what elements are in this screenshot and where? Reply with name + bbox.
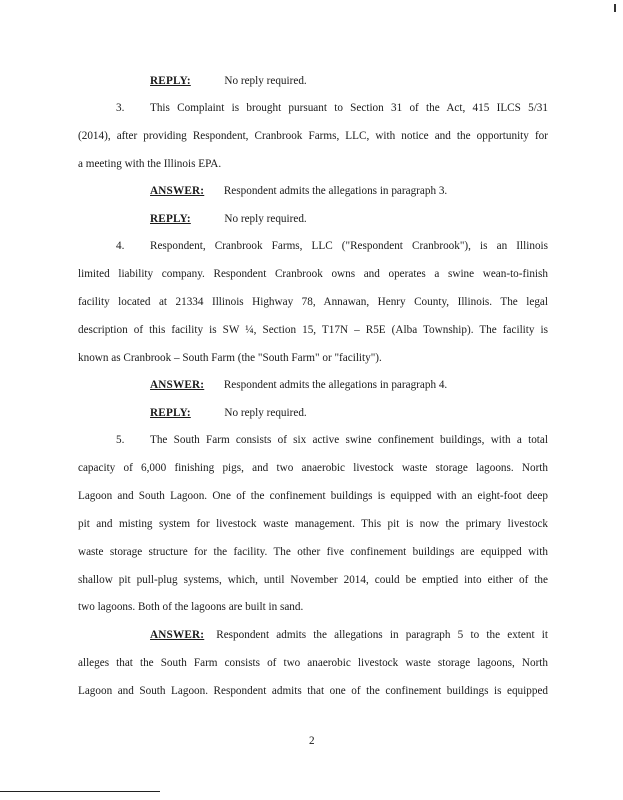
reply-label: REPLY: — [150, 407, 191, 419]
paragraph-number: 5. — [116, 434, 125, 446]
reply-text: No reply required. — [224, 75, 307, 87]
reply-block — [150, 213, 307, 225]
paragraph-4-line-2: limited liability company. Respondent Cranbrook owns and operates a swine wean-to-finish — [78, 268, 548, 280]
paragraph-4-line-4: description of this facility is SW ¼, Section 15, T17N – R5E (Alba Township). The facility is — [78, 324, 548, 336]
paragraph-number: 4. — [116, 240, 125, 252]
answer-5-line-3: Lagoon and South Lagoon. Respondent admits that one of the confinement buildings is equipped — [78, 685, 548, 697]
answer-label: ANSWER: — [150, 185, 205, 197]
footer-rule — [0, 791, 160, 792]
paragraph-4-line-3: facility located at 21334 Illinois Highway 78, Annawan, Henry County, Illinois. The legal — [78, 296, 548, 308]
paragraph-5-line-4: pit and misting system for livestock waste management. This pit is now the primary livestock — [78, 518, 548, 530]
reply-text: No reply required. — [224, 213, 307, 225]
paragraph-5-line-3: Lagoon and South Lagoon. One of the confinement buildings is equipped with an eight-foot deep — [78, 490, 548, 502]
answer-label: ANSWER: — [150, 629, 205, 641]
answer-text: Respondent admits the allegations in paragraph 3. — [223, 185, 448, 197]
reply-label: REPLY: — [150, 75, 191, 87]
paragraph-3-line-3: a meeting with the Illinois EPA. — [78, 158, 222, 170]
paragraph-5-line-5: waste storage structure for the facility. The other five confinement buildings are equipped with — [78, 546, 548, 558]
answer-label: ANSWER: — [150, 379, 205, 391]
answer-5-line-1: ANSWER: Respondent admits the allegations in paragraph 5 to the extent it — [150, 629, 548, 641]
answer-block — [150, 379, 447, 391]
answer-text: Respondent admits the allegations in paragraph 4. — [223, 379, 448, 391]
reply-text: No reply required. — [224, 407, 307, 419]
paragraph-5-line-7: two lagoons. Both of the lagoons are built in sand. — [78, 601, 304, 613]
reply-label: REPLY: — [150, 213, 191, 225]
paragraph-5-line-1: 5. The South Farm consists of six active swine confinement buildings, with a total — [116, 434, 548, 446]
reply-block — [150, 75, 307, 87]
scan-mark — [614, 4, 616, 12]
paragraph-4-line-5: known as Cranbrook – South Farm (the "South Farm" or "facility"). — [78, 352, 382, 364]
paragraph-3-line-2: (2014), after providing Respondent, Cranbrook Farms, LLC, with notice and the opportunity for — [78, 130, 548, 142]
paragraph-5-line-6: shallow pit pull-plug systems, which, until November 2014, could be emptied into either of the — [78, 574, 548, 586]
answer-5-line-2: alleges that the South Farm consists of two anaerobic livestock waste storage lagoons, North — [78, 657, 548, 669]
paragraph-3-line-1: 3. This Complaint is brought pursuant to Section 31 of the Act, 415 ILCS 5/31 — [116, 102, 548, 114]
paragraph-5-line-2: capacity of 6,000 finishing pigs, and two anaerobic livestock waste storage lagoons. North — [78, 462, 548, 474]
answer-block — [150, 185, 447, 197]
paragraph-4-line-1: 4. Respondent, Cranbrook Farms, LLC ("Respondent Cranbrook"), is an Illinois — [116, 240, 548, 252]
paragraph-number: 3. — [116, 102, 125, 114]
page-number: 2 — [309, 735, 315, 747]
reply-block — [150, 407, 307, 419]
